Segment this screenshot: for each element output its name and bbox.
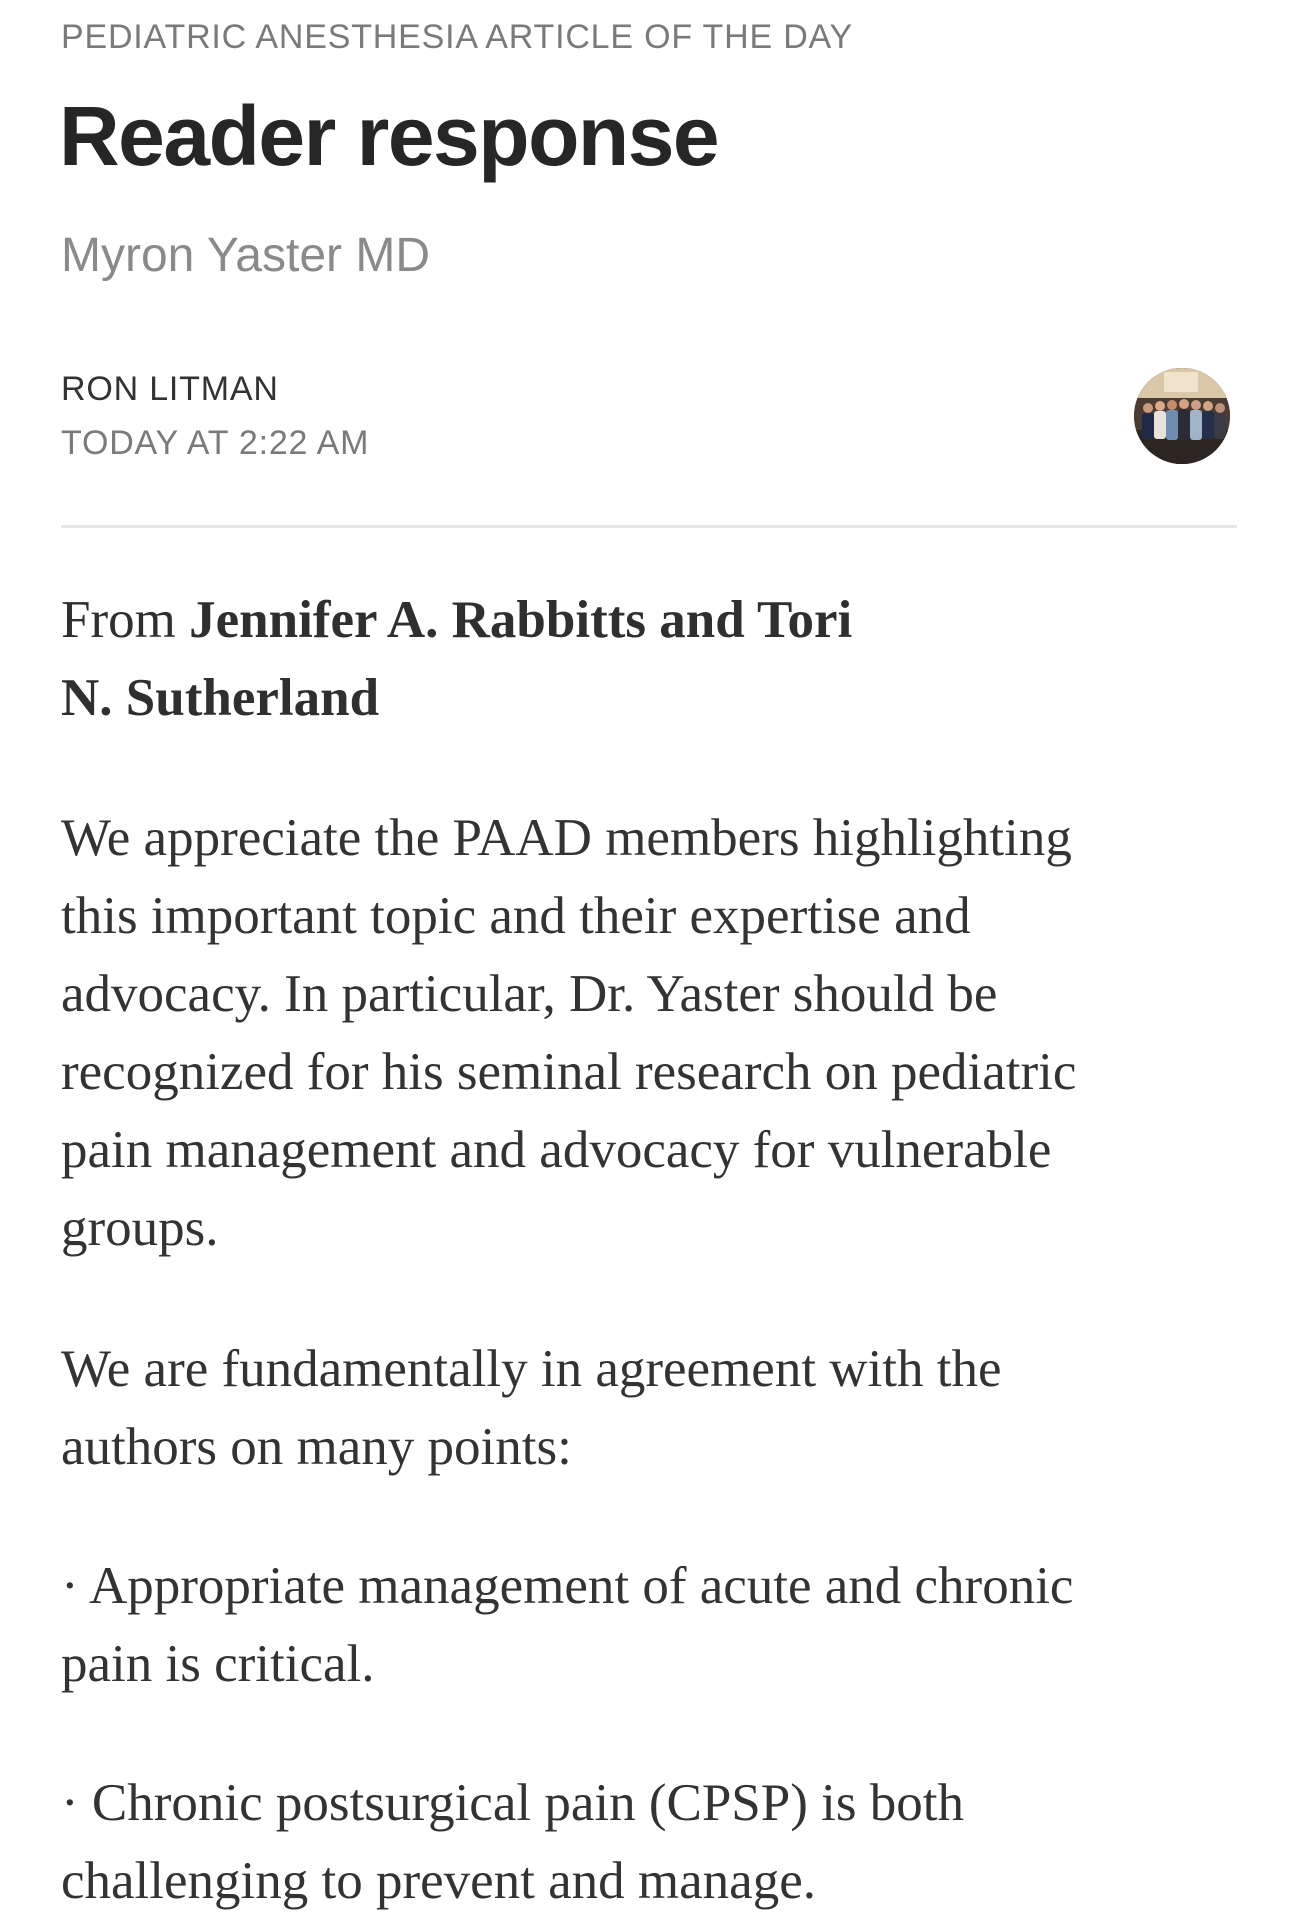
- article-title: Reader response: [59, 89, 719, 183]
- header-divider: [61, 525, 1237, 528]
- from-authors-line-2: N. Sutherland: [61, 669, 380, 727]
- bullet-point: [61, 1764, 1237, 1920]
- paragraph-appreciation: [61, 799, 1237, 1267]
- bullet-line: · Appropriate management of acute and chronic: [61, 1557, 1074, 1615]
- author-avatar[interactable]: [1134, 368, 1230, 464]
- paragraph-line: advocacy. In particular, Dr. Yaster should be: [61, 965, 998, 1023]
- paragraph-line: We appreciate the PAAD members highlighting: [61, 809, 1072, 867]
- from-prefix: From: [61, 591, 190, 649]
- from-line: [61, 581, 1237, 737]
- bullet-line: pain is critical.: [61, 1635, 375, 1693]
- publish-timestamp: TODAY AT 2:22 AM: [61, 424, 370, 462]
- group-photo-icon: [1134, 368, 1230, 464]
- bullet-line: challenging to prevent and manage.: [61, 1852, 816, 1910]
- paragraph-line: authors on many points:: [61, 1418, 572, 1476]
- bullet-point: [61, 1547, 1237, 1703]
- from-authors-line-1: Jennifer A. Rabbitts and Tori: [189, 591, 853, 649]
- paragraph-line: pain management and advocacy for vulnerable: [61, 1121, 1052, 1179]
- paragraph-line: this important topic and their expertise and: [61, 887, 971, 945]
- bullet-line: · Chronic postsurgical pain (CPSP) is both: [61, 1774, 964, 1832]
- paragraph-line: recognized for his seminal research on pediatric: [61, 1043, 1077, 1101]
- paragraph-line: groups.: [61, 1199, 219, 1257]
- paragraph-agreement: [61, 1330, 1237, 1486]
- paragraph-line: We are fundamentally in agreement with the: [61, 1340, 1002, 1398]
- article-subtitle: Myron Yaster MD: [61, 229, 430, 282]
- publication-name[interactable]: PEDIATRIC ANESTHESIA ARTICLE OF THE DAY: [61, 18, 853, 56]
- author-name[interactable]: RON LITMAN: [61, 370, 279, 408]
